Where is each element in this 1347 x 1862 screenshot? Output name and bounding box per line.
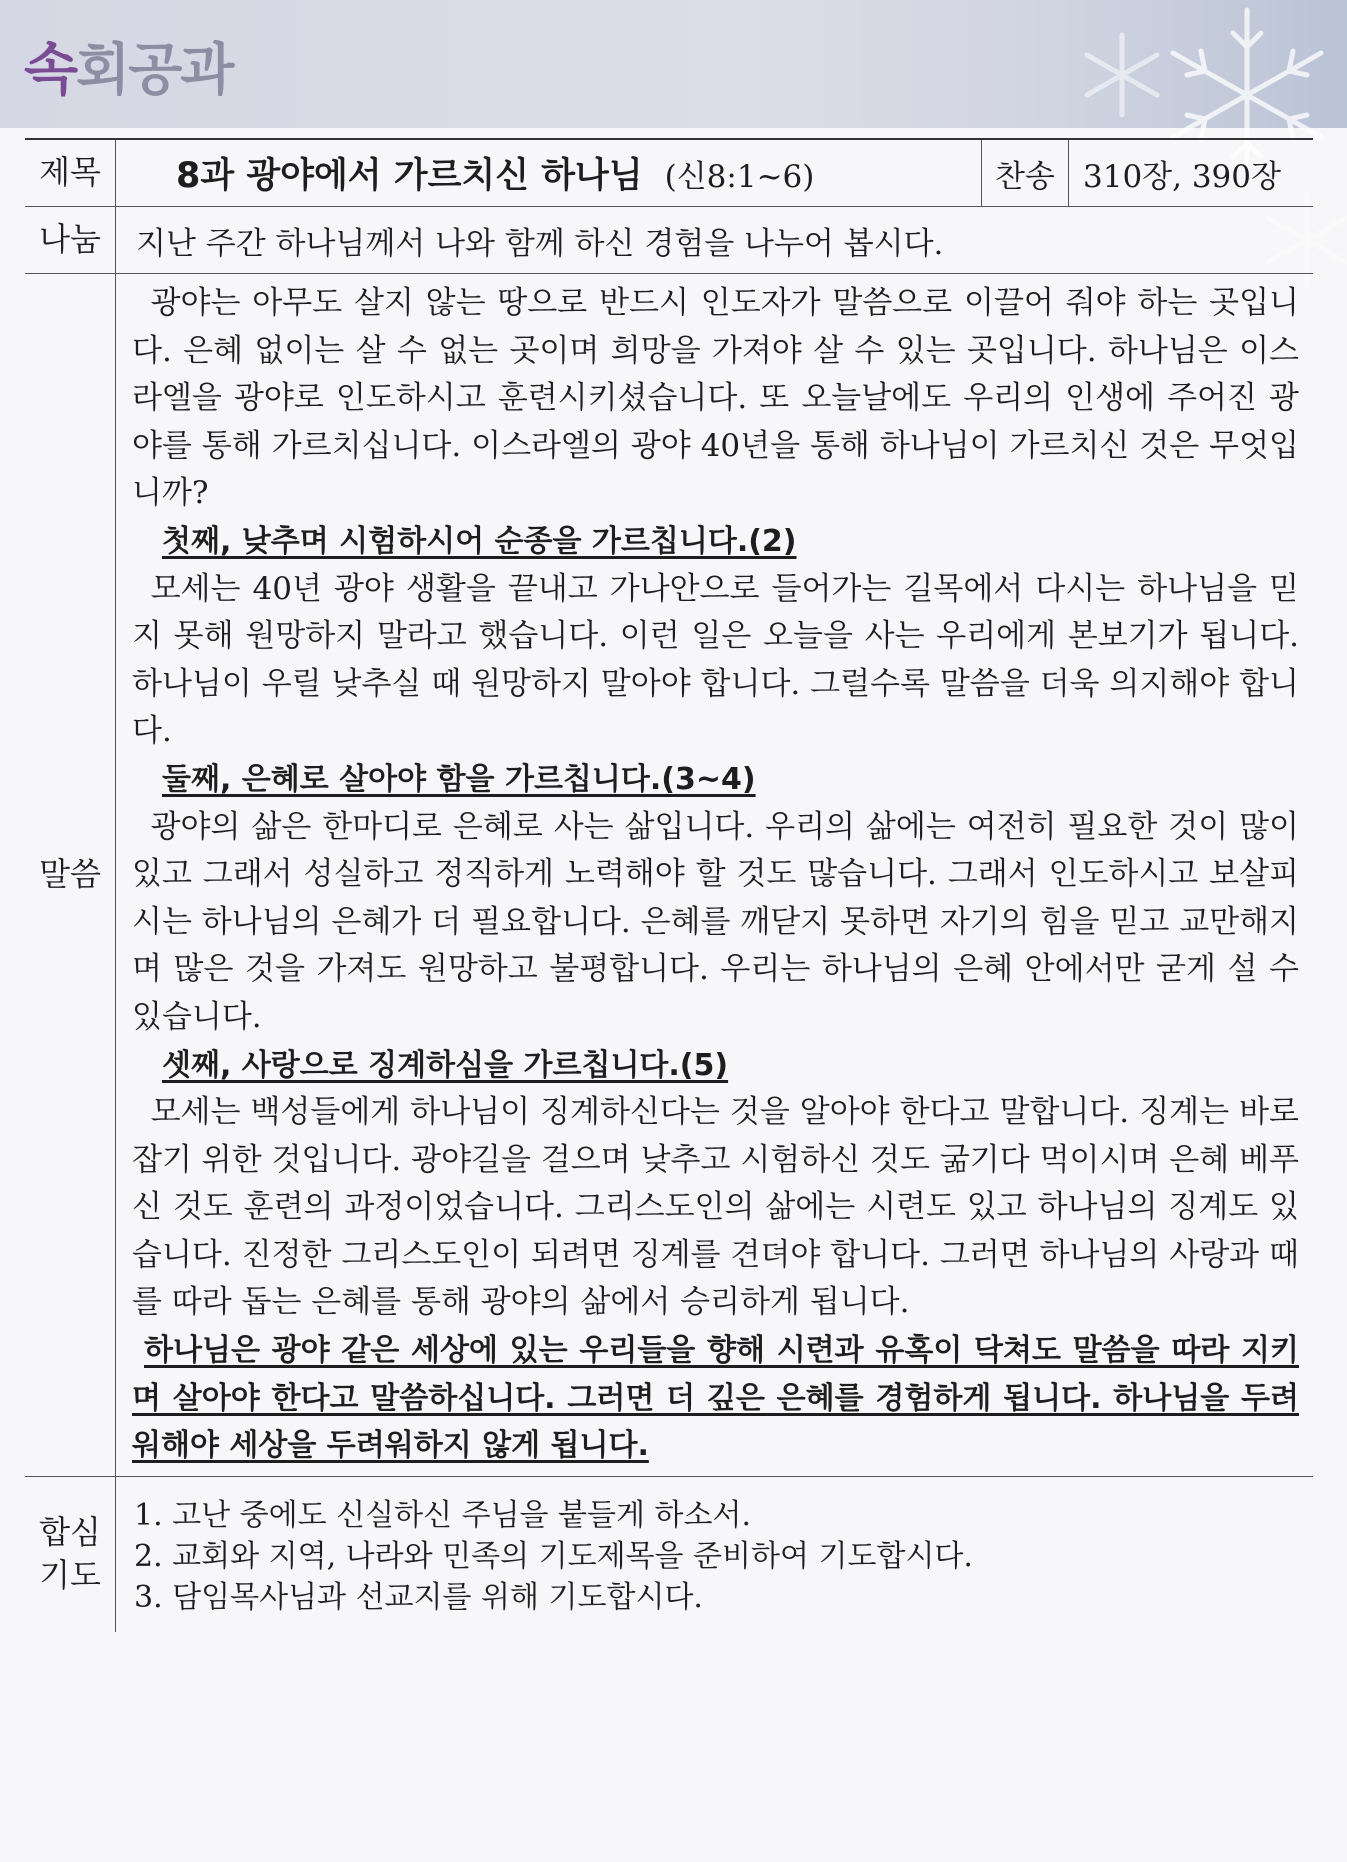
share-text: 지난 주간 하나님께서 나와 함께 하신 경험을 나누어 봅시다. — [136, 225, 944, 262]
word-body — [116, 274, 1313, 1476]
point2-heading: 둘째, 은혜로 살아야 함을 가르칩니다.(3~4) — [162, 761, 756, 797]
share-row — [25, 207, 1313, 274]
prayer-item: 2. 교회와 지역, 나라와 민족의 기도제목을 준비하여 기도합시다. — [134, 1538, 973, 1574]
word-label: 말씀 — [25, 274, 116, 1476]
brand-title — [24, 26, 232, 106]
brand-rest: 회공과 — [76, 38, 233, 103]
title-row — [25, 140, 1313, 207]
prayer-label-text — [39, 1511, 101, 1597]
hymn-value: 310장, 390장 — [1083, 158, 1281, 195]
scripture-reference: (신8:1~6) — [664, 158, 815, 195]
prayer-label — [25, 1477, 116, 1632]
lesson-title — [116, 140, 982, 206]
conclusion-paragraph: 하나님은 광야 같은 세상에 있는 우리들을 향해 시련과 유혹이 닥쳐도 말씀을 따라 지키며 살아야 한다고 말씀하십니다. 그러면 더 깊은 은혜를 경험하게 됩니다. 하나님을 두려워해야 세상을 두려워하지 않게 됩니다. — [132, 1333, 1299, 1464]
prayer-label-line1: 합심 — [39, 1513, 101, 1552]
point1-paragraph: 모세는 40년 광야 생활을 끝내고 가나안으로 들어가는 길목에서 다시는 하나님을 믿지 못해 원망하지 말라고 했습니다. 이런 일은 오늘을 사는 우리에게 본보기가 됩니다. 하나님이 우릴 낮추실 때 원망하지 말아야 합니다. 그럴수록 말씀을 더욱 의지해야 합니다. — [132, 570, 1299, 750]
prayer-row — [25, 1477, 1313, 1632]
prayer-list — [116, 1477, 1313, 1632]
title-label: 제목 — [25, 140, 116, 206]
point3-heading: 셋째, 사랑으로 징계하심을 가르칩니다.(5) — [162, 1047, 729, 1083]
share-label: 나눔 — [25, 207, 116, 273]
brand-first-char: 속 — [24, 38, 77, 103]
lesson-sheet — [25, 138, 1313, 1632]
prayer-item: 3. 담임목사님과 선교지를 위해 기도합시다. — [134, 1579, 703, 1615]
prayer-item: 1. 고난 중에도 신실하신 주님을 붙들게 하소서. — [134, 1497, 752, 1533]
point1-heading: 첫째, 낮추며 시험하시어 순종을 가르칩니다.(2) — [162, 523, 797, 559]
word-row — [25, 274, 1313, 1477]
point2-paragraph: 광야의 삶은 한마디로 은혜로 사는 삶입니다. 우리의 삶에는 여전히 필요한 것이 많이 있고 그래서 성실하고 정직하게 노력해야 할 것도 많습니다. 그래서 인도하시고 보살피시는 하나님의 은혜가 더 필요합니다. 은혜를 깨닫지 못하면 자기의 힘을 믿고 교만해지며 많은 것을 가져도 원망하고 불평합니다. 우리는 하나님의 은혜 안에서만 굳게 설 수 있습니다. — [132, 808, 1299, 1035]
lesson-title-text: 8과 광야에서 가르치신 하나님 — [176, 156, 643, 196]
hymn-label: 찬송 — [982, 140, 1069, 206]
intro-paragraph: 광야는 아무도 살지 않는 땅으로 반드시 인도자가 말씀으로 이끌어 줘야 하는 곳입니다. 은혜 없이는 살 수 없는 곳이며 희망을 가져야 살 수 있는 곳입니다. 하나님은 이스라엘을 광야로 인도하시고 훈련시키셨습니다. 또 오늘날에도 우리의 인생에 주어진 광야를 통해 가르치십니다. 이스라엘의 광야 40년을 통해 하나님이 가르치신 것은 무엇입니까? — [132, 285, 1299, 512]
point3-paragraph: 모세는 백성들에게 하나님이 징계하신다는 것을 알아야 한다고 말합니다. 징계는 바로잡기 위한 것입니다. 광야길을 걸으며 낮추고 시험하신 것도 굶기다 먹이시며 은혜 베푸신 것도 훈련의 과정이었습니다. 그리스도인의 삶에는 시련도 있고 하나님의 징계도 있습니다. 진정한 그리스도인이 되려면 징계를 견뎌야 합니다. 그러면 하나님의 사랑과 때를 따라 돕는 은혜를 통해 광야의 삶에서 승리하게 됩니다. — [132, 1094, 1299, 1321]
prayer-label-line2: 기도 — [39, 1556, 101, 1595]
